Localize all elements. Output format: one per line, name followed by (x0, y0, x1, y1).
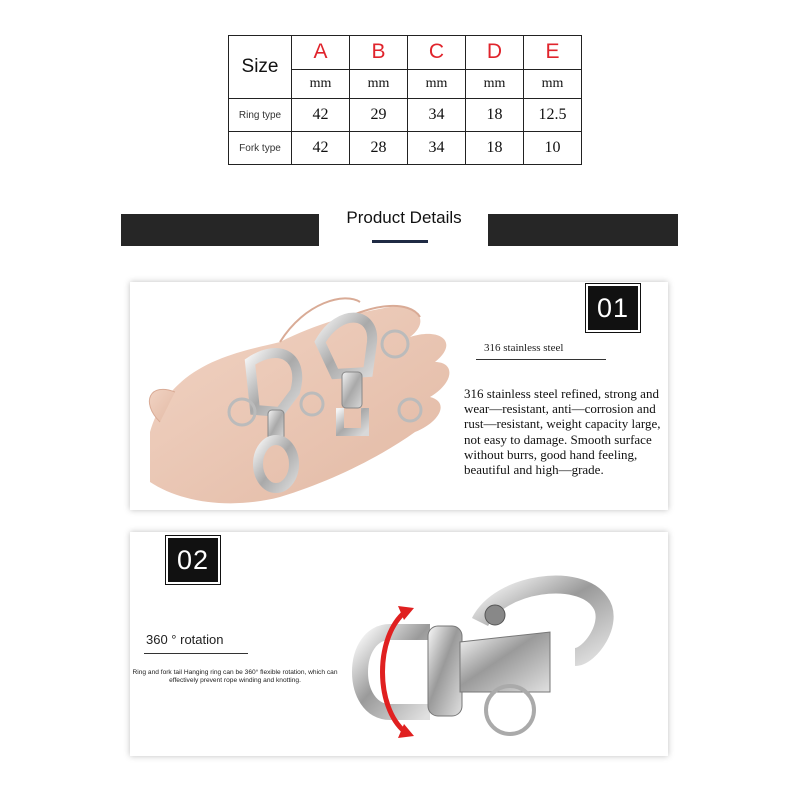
table-cell: 12.5 (524, 99, 582, 132)
header-bar-left (121, 214, 319, 246)
unit-a: mm (292, 69, 350, 98)
table-cell: 29 (350, 99, 408, 132)
section-title: Product Details (346, 208, 462, 227)
unit-b: mm (350, 69, 408, 98)
column-d-header: D (466, 36, 524, 70)
table-row (229, 99, 582, 132)
unit-e: mm (524, 69, 582, 98)
column-a-header: A (292, 36, 350, 70)
column-e-header: E (524, 36, 582, 70)
size-header: Size (229, 36, 292, 99)
table-cell: 42 (292, 99, 350, 132)
unit-d: mm (466, 69, 524, 98)
label-underline (144, 653, 248, 654)
table-cell: 28 (350, 132, 408, 165)
column-b-header: B (350, 36, 408, 70)
feature-description: Ring and fork tail Hanging ring can be 360° flexible rotation, which can effectively prevent rope winding and knotting. (132, 669, 338, 684)
table-cell: 18 (466, 99, 524, 132)
feature-label: 360 ° rotation (146, 632, 224, 647)
feature-panel-01 (130, 282, 668, 510)
hand-holding-shackles-image (130, 282, 460, 510)
size-table (228, 35, 582, 165)
label-underline (476, 359, 606, 360)
column-c-header: C (408, 36, 466, 70)
panel-number-02: 02 (166, 536, 220, 584)
swivel-snap-shackle-image (330, 542, 630, 752)
table-cell: 18 (466, 132, 524, 165)
feature-panel-02 (130, 532, 668, 756)
header-bar-right (488, 214, 678, 246)
table-cell: 10 (524, 132, 582, 165)
row-label: Ring type (229, 99, 292, 132)
title-underline (372, 240, 428, 243)
table-cell: 42 (292, 132, 350, 165)
row-label: Fork type (229, 132, 292, 165)
feature-label: 316 stainless steel (484, 342, 564, 354)
table-row (229, 132, 582, 165)
panel-number-01: 01 (586, 284, 640, 332)
table-cell: 34 (408, 99, 466, 132)
unit-c: mm (408, 69, 466, 98)
table-cell: 34 (408, 132, 466, 165)
feature-description: 316 stainless steel refined, strong and wear—resistant, anti—corrosion and rust—resistant, weight capacity large, not easy to damage. Smooth surface without burrs, good hand feeling, beautiful and high—grade. (464, 386, 661, 478)
